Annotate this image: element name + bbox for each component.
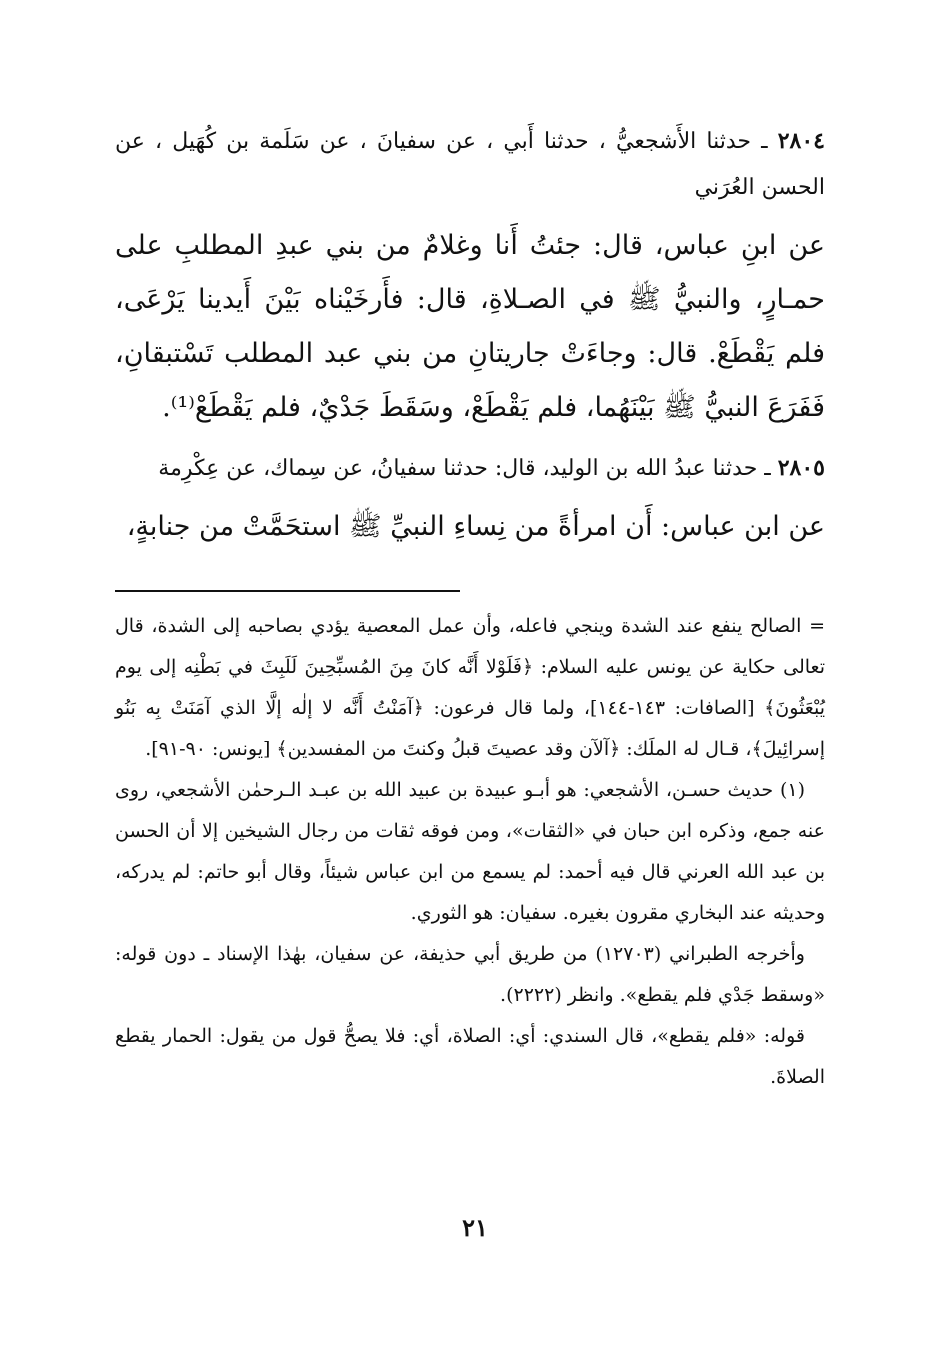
hadith-2804-isnad	[115, 118, 825, 211]
footnote-separator-wrap	[115, 564, 825, 606]
page-number: ٢١	[462, 1213, 488, 1242]
hadith-2805-number: ٢٨٠٥	[777, 455, 825, 481]
footnote-1-takhrij: وأخرجه الطبراني (١٢٧٠٣) من طريق أبي حذيفة، عن سفيان، بهٰذا الإسناد ـ دون قوله: «وسقط جَدْي فلم يقطع». وانظر (٢٢٢٢).	[115, 943, 825, 1006]
footnote-1: (١) حديث حسـن، الأشجعي: هو أبـو عبيدة بن عبيد الله بن عبـد الـرحمٰن الأشجعي، روى عنه جمع، وذكره ابن حبان في «الثقات»، ومن فوقه ثقات من رجال الشيخين إلا أن الحسن بن عبد الله العرني قال فيه أحمد: لم يسمع من ابن عباس شيئاً، وقال أبو حاتم: لم يدركه، وحديثه عند البخاري مقرون بغيره. سفيان: هو الثوري.	[115, 779, 825, 924]
document-page	[115, 118, 825, 1098]
footnote-separator	[115, 590, 460, 592]
hadith-2805-isnad-text: ـ حدثنا عبدُ الله بن الوليد، قال: حدثنا سفيانُ، عن سِماك، عن عِكْرِمة	[158, 456, 771, 481]
hadith-2804-matn: عن ابنِ عباس، قال: جئتُ أَنا وغلامٌ من بني عبدِ المطلبِ على حمـارٍ، والنبيُّ ﷺ في الصـلاةِ، قال: فأَرخَيْناه بَيْنَ أَيدينا يَرْعَى، فلم يَقْطَعْ. قال: وجاءَتْ جاريتانِ من بني عبد المطلب تَسْتبقانِ، فَفَرَعَ النبيُّ ﷺ بَيْنَهُما، فلم يَقْطَعْ، وسَقَطَ جَدْيٌ، فلم يَقْطَعْ⁽¹⁾.	[115, 230, 825, 423]
hadith-2804-number: ٢٨٠٤	[777, 128, 825, 154]
footnote-continuation: = الصالح ينفع عند الشدة وينجي فاعله، وأن عمل المعصية يؤدي بصاحبه إلى الشدة، قال تعالى حكاية عن يونس عليه السلام: ﴿فَلَوْلا أَنَّه كانَ مِنَ المُسبِّحِينَ لَلَبِثَ في بَطْنِه إلى يوم يُبْعَثُونَ﴾ [الصافات: ١٤٣-١٤٤]، ولما قال فرعون: ﴿آمَنْتُ أَنَّه لا إلٰه إلَّا الذي آمَنَتْ بِه بَنُو إسرائِيلَ﴾، قـال له الملَك: ﴿آلآن وقد عصيتَ قبلُ وكنتَ من المفسدين﴾ [يونس: ٩٠-٩١].	[115, 615, 825, 760]
hadith-2805-matn: عن ابن عباس: أَن امرأةً من نِساءِ النبيِّ ﷺ استحَمَّتْ من جنابةٍ،	[126, 511, 825, 542]
footnote-1-sindi: قوله: «فلم يقطع»، قال السندي: أي: الصلاة، أي: فلا يصحُّ قول من يقول: الحمار يقطع الصلاةَ.	[115, 1025, 825, 1088]
hadith-2804-isnad-text: ـ حدثنا الأَشجعيُّ ، حدثنا أَبي ، عن سفيانَ ، عن سَلَمة بن كُهَيل ، عن الحسن العُرَني	[115, 129, 825, 200]
hadith-2805-isnad	[115, 445, 825, 492]
